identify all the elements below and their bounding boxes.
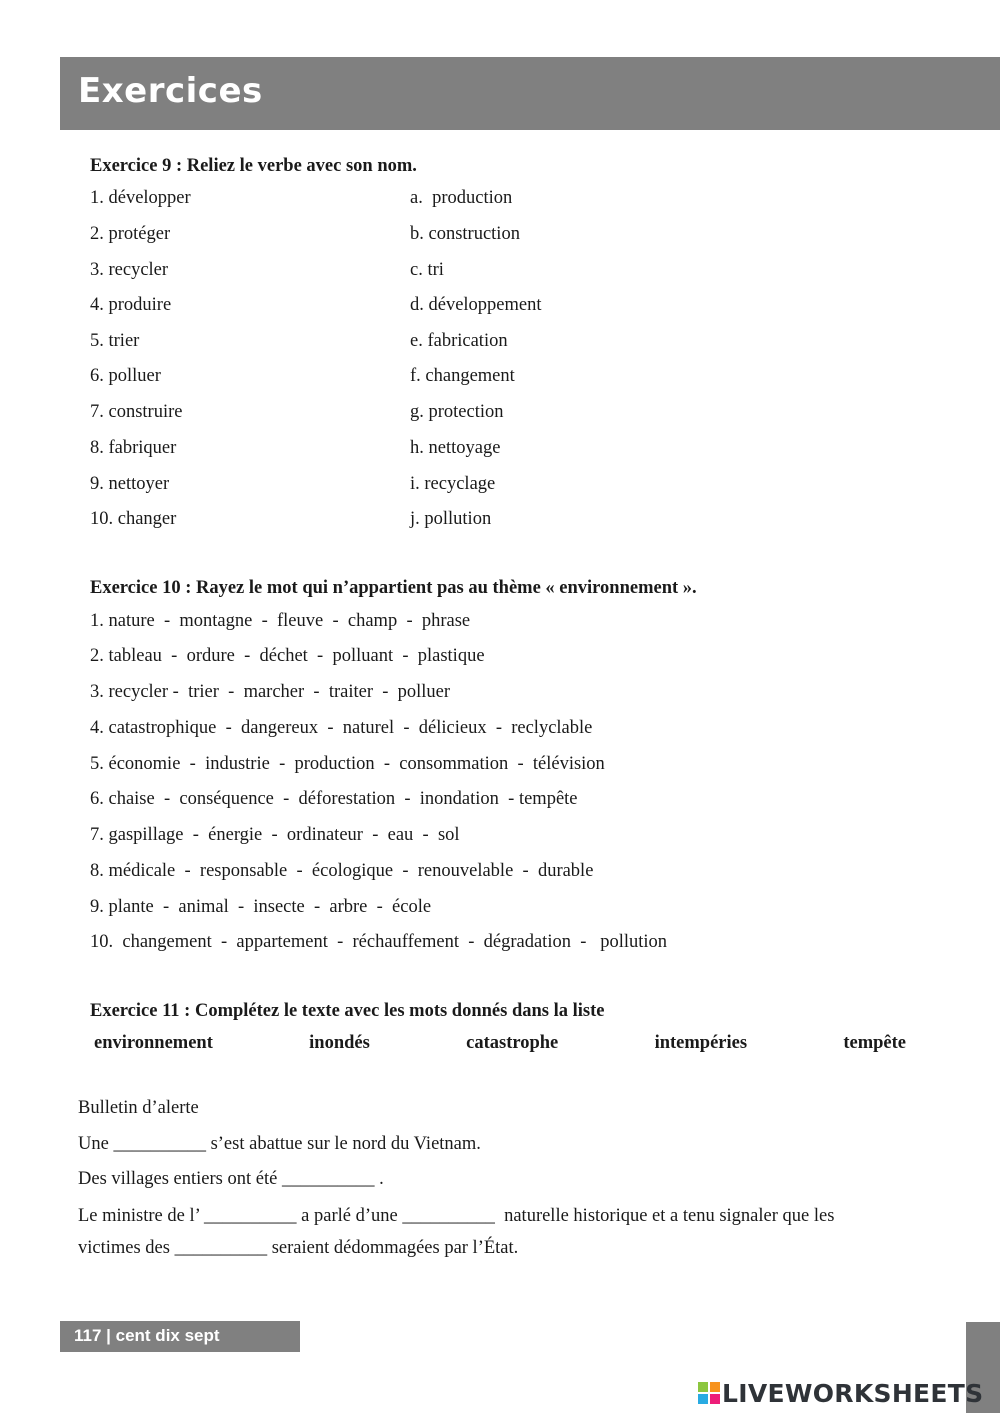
exercise11-title: Exercice 11 : Complétez le texte avec les mots donnés dans la liste: [90, 1001, 605, 1021]
fill-in-line: Le ministre de l’ __________ a parlé d’une __________ naturelle historique et a tenu signaler que les: [78, 1206, 835, 1226]
exercise9-verb: 4. produire: [90, 295, 172, 315]
liveworksheets-logo-icon: [698, 1382, 720, 1404]
word-bank-item: inondés: [309, 1033, 370, 1053]
exercise9-noun: i. recyclage: [410, 474, 496, 494]
word-bank-item: catastrophe: [466, 1033, 559, 1053]
footer-bar: [60, 1321, 300, 1352]
exercise10-line: 6. chaise - conséquence - déforestation - inondation - tempête: [90, 789, 578, 809]
exercise9-noun: a. production: [410, 188, 513, 208]
watermark-logo: [698, 1376, 983, 1410]
header-bar: [60, 57, 1000, 130]
exercise10-line: 1. nature - montagne - fleuve - champ - phrase: [90, 611, 471, 631]
word-bank-item: intempéries: [654, 1033, 748, 1053]
exercise10-line: 4. catastrophique - dangereux - naturel - délicieux - reclyclable: [90, 718, 593, 738]
page-title: Exercices: [78, 71, 263, 111]
word-bank: [94, 1033, 906, 1054]
exercise9-noun: d. développement: [410, 295, 542, 315]
exercise9-title: Exercice 9 : Reliez le verbe avec son nom.: [90, 156, 417, 176]
exercise9-noun: c. tri: [410, 260, 444, 280]
exercise10-line: 5. économie - industrie - production - consommation - télévision: [90, 754, 605, 774]
exercise10-line: 3. recycler - trier - marcher - traiter - polluer: [90, 682, 451, 702]
fill-in-line: Une __________ s’est abattue sur le nord du Vietnam.: [78, 1134, 481, 1154]
exercise9-verb: 5. trier: [90, 331, 140, 351]
exercise9-verb: 2. protéger: [90, 224, 171, 244]
exercise10-line: 10. changement - appartement - réchauffement - dégradation - pollution: [90, 932, 668, 952]
exercise10-line: 2. tableau - ordure - déchet - polluant - plastique: [90, 646, 485, 666]
exercise9-verb: 6. polluer: [90, 366, 161, 386]
exercise9-verb: 10. changer: [90, 509, 177, 529]
exercise9-verb: 1. développer: [90, 188, 191, 208]
exercise10-line: 7. gaspillage - énergie - ordinateur - eau - sol: [90, 825, 460, 845]
exercise9-noun: f. changement: [410, 366, 515, 386]
exercise9-verb: 3. recycler: [90, 260, 169, 280]
exercise10-title: Exercice 10 : Rayez le mot qui n’appartient pas au thème « environnement ».: [90, 578, 697, 598]
watermark-text: LIVEWORKSHEETS: [722, 1378, 984, 1408]
fill-in-line: victimes des __________ seraient dédommagées par l’État.: [78, 1238, 519, 1258]
word-bank-item: tempête: [843, 1033, 906, 1053]
exercise10-line: 9. plante - animal - insecte - arbre - école: [90, 897, 432, 917]
exercise9-noun: j. pollution: [410, 509, 492, 529]
exercise9-noun: e. fabrication: [410, 331, 508, 351]
exercise9-verb: 9. nettoyer: [90, 474, 170, 494]
exercise9-noun: g. protection: [410, 402, 504, 422]
exercise10-line: 8. médicale - responsable - écologique - renouvelable - durable: [90, 861, 594, 881]
exercise9-noun: b. construction: [410, 224, 520, 244]
page-number: 117 | cent dix sept: [74, 1326, 220, 1345]
exercise9-verb: 7. construire: [90, 402, 183, 422]
exercise9-noun: h. nettoyage: [410, 438, 501, 458]
fill-in-line: Des villages entiers ont été __________ .: [78, 1169, 384, 1189]
exercise9-verb: 8. fabriquer: [90, 438, 177, 458]
bulletin-heading: Bulletin d’alerte: [78, 1098, 199, 1118]
word-bank-item: environnement: [94, 1033, 213, 1053]
